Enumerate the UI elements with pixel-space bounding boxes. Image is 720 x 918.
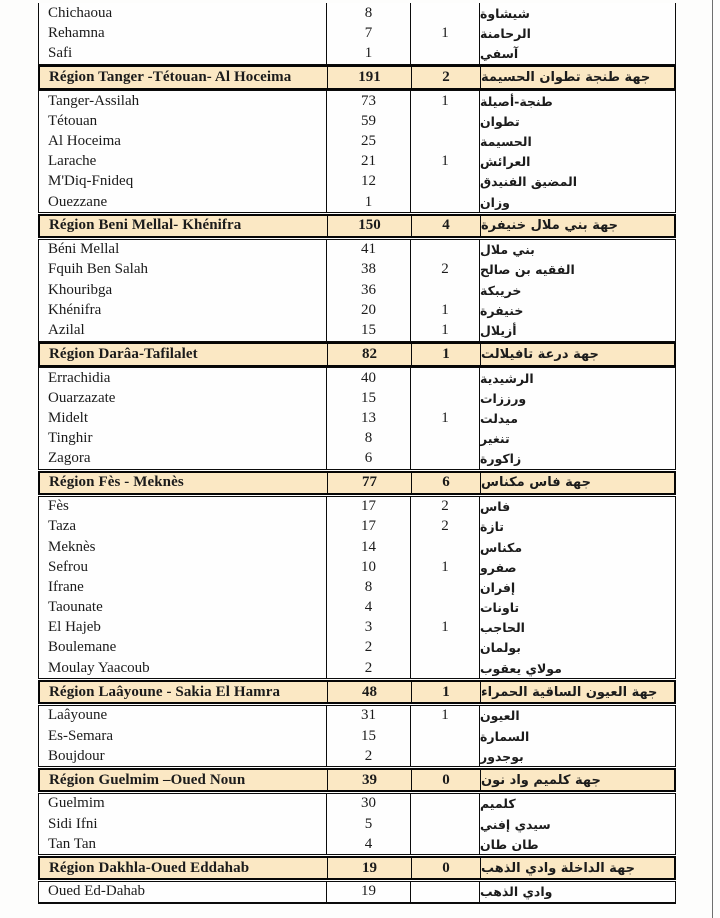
city-name-ar: بوجدور [480,748,524,764]
region-name-fr: Région Tanger -Tétouan- Al Hoceima [40,67,328,88]
city-name-ar: الرحامنة [480,25,531,41]
city-name-ar: مولاي يعقوب [480,660,562,676]
city-name-fr: Larache [39,152,327,172]
city-name-fr: Boujdour [39,746,327,766]
cases-count: 36 [327,280,411,300]
cases-count: 3 [327,618,411,638]
cases-count: 2 [327,658,411,678]
cases-count: 31 [327,706,411,726]
region-deaths-total: 6 [412,473,481,494]
city-name-fr: Béni Mellal [39,240,327,260]
cases-count: 6 [327,449,411,469]
city-name-fr: Oued Ed-Dahab [39,882,327,902]
region-cases-total: 82 [328,344,412,365]
city-name-ar: السمارة [480,728,530,744]
city-name-fr: Meknès [39,537,327,557]
region-header-row [38,65,676,90]
table-row [39,300,675,320]
table-row [39,658,675,678]
city-name-fr: Sefrou [39,557,327,577]
cases-count: 1 [327,192,411,212]
cases-count: 2 [327,746,411,766]
city-name-ar: الحاجب [480,620,525,636]
city-name-fr: Taounate [39,598,327,618]
city-name-ar: آسفي [480,45,519,61]
city-name-fr: Fès [39,497,327,517]
city-name-ar: فاس [480,499,511,515]
city-name-fr: M'Diq-Fnideq [39,172,327,192]
cases-count: 1 [327,43,411,63]
table-row [39,706,675,726]
table-row [39,260,675,280]
city-name-ar: شيشاوة [480,5,530,21]
region-name-fr: Région Guelmim –Oued Noun [40,770,328,791]
city-name-ar: تازة [480,519,504,535]
city-name-fr: Khouribga [39,280,327,300]
city-name-fr: Tétouan [39,111,327,131]
cases-count: 40 [327,368,411,388]
table-row [39,577,675,597]
city-name-fr: Laâyoune [39,706,327,726]
city-name-ar: إفران [480,579,516,595]
region-body-block [38,881,676,904]
cases-count: 7 [327,23,411,43]
region-deaths-total: 4 [412,216,481,237]
city-name-fr: Tanger-Assilah [39,91,327,111]
deaths-count: 2 [411,497,480,517]
city-name-ar: وادي الذهب [480,884,553,900]
city-name-fr: Zagora [39,449,327,469]
city-name-fr: Errachidia [39,368,327,388]
deaths-count [411,577,480,597]
cases-count: 14 [327,537,411,557]
cases-count: 13 [327,409,411,429]
city-name-ar: ورززات [480,390,527,406]
city-name-fr: Ouarzazate [39,388,327,408]
region-name-ar: جهة فاس مكناس [481,475,591,491]
table-row [39,497,675,517]
table-row [39,429,675,449]
table-row [39,91,675,111]
city-name-ar: المضيق الفنيدق [480,174,577,190]
city-name-ar: تطوان [480,113,520,129]
city-name-ar: تنغير [480,431,510,447]
city-name-ar: أزيلال [480,323,517,339]
deaths-count [411,882,480,902]
deaths-count: 1 [411,409,480,429]
deaths-count [411,794,480,814]
deaths-count [411,537,480,557]
region-cases-total: 48 [328,682,412,703]
region-name-fr: Région Fès - Meknès [40,473,328,494]
deaths-count [411,111,480,131]
cases-count: 19 [327,882,411,902]
region-header-row [38,471,676,496]
deaths-count [411,429,480,449]
table-row [39,517,675,537]
city-name-ar: الحسيمة [480,134,532,150]
city-name-ar: العرائش [480,154,531,170]
city-name-fr: Es-Semara [39,726,327,746]
cases-count: 8 [327,3,411,23]
region-body-block [38,793,676,856]
deaths-count [411,814,480,834]
city-name-fr: Sidi Ifni [39,814,327,834]
deaths-count [411,726,480,746]
table-row [39,746,675,766]
cases-count: 21 [327,152,411,172]
deaths-count [411,598,480,618]
region-name-fr: Région Laâyoune - Sakia El Hamra [40,682,328,703]
deaths-count: 1 [411,320,480,340]
city-name-ar: وزان [480,194,510,210]
cases-count: 20 [327,300,411,320]
city-name-fr: Al Hoceima [39,131,327,151]
city-name-ar: الفقيه بن صالح [480,262,575,278]
table-row [39,557,675,577]
region-deaths-total: 1 [412,344,481,365]
region-body-block [38,90,676,213]
city-name-fr: Tan Tan [39,834,327,854]
region-name-fr: Région Beni Mellal- Khénifra [40,216,328,237]
table-row [39,537,675,557]
deaths-count [411,240,480,260]
cases-count: 8 [327,429,411,449]
region-header-row [38,214,676,239]
city-name-ar: صفرو [480,559,517,575]
deaths-count: 1 [411,23,480,43]
cases-count: 25 [327,131,411,151]
cases-count: 59 [327,111,411,131]
table-row [39,172,675,192]
cases-count: 30 [327,794,411,814]
city-name-ar: كلميم [480,796,516,812]
region-cases-total: 19 [328,858,412,879]
region-name-ar: جهة طنجة تطوان الحسيمة [481,69,651,85]
region-stats-table [38,3,676,904]
page-edge-line [712,0,713,918]
deaths-count: 1 [411,91,480,111]
region-cases-total: 77 [328,473,412,494]
cases-count: 15 [327,388,411,408]
cases-count: 15 [327,726,411,746]
city-name-ar: سيدي إفني [480,816,551,832]
deaths-count [411,449,480,469]
region-cases-total: 191 [328,67,412,88]
deaths-count [411,368,480,388]
deaths-count: 1 [411,152,480,172]
deaths-count: 1 [411,557,480,577]
cases-count: 10 [327,557,411,577]
city-name-fr: El Hajeb [39,618,327,638]
deaths-count: 2 [411,517,480,537]
region-cases-total: 39 [328,770,412,791]
deaths-count: 1 [411,618,480,638]
region-name-ar: جهة العيون الساقية الحمراء [481,684,658,700]
cases-count: 2 [327,638,411,658]
city-name-fr: Ouezzane [39,192,327,212]
cases-count: 73 [327,91,411,111]
deaths-count [411,658,480,678]
deaths-count [411,3,480,23]
city-name-ar: بولمان [480,640,521,656]
table-row [39,882,675,902]
city-name-ar: زاكورة [480,451,522,467]
city-name-fr: Moulay Yaacoub [39,658,327,678]
region-name-ar: جهة درعة تافيلالت [481,346,599,362]
region-name-ar: جهة بني ملال خنيفرة [481,218,619,234]
region-cases-total: 150 [328,216,412,237]
table-row [39,409,675,429]
city-name-fr: Taza [39,517,327,537]
city-name-fr: Chichaoua [39,3,327,23]
table-row [39,834,675,854]
table-row [39,638,675,658]
table-row [39,240,675,260]
table-row [39,388,675,408]
table-row [39,131,675,151]
city-name-ar: مكناس [480,539,523,555]
cases-count: 17 [327,517,411,537]
city-name-fr: Azilal [39,320,327,340]
city-name-fr: Tinghir [39,429,327,449]
cases-count: 4 [327,598,411,618]
city-name-ar: طان طان [480,836,539,852]
region-name-fr: Région Dakhla-Oued Eddahab [40,858,328,879]
cases-count: 41 [327,240,411,260]
cases-count: 8 [327,577,411,597]
cases-count: 15 [327,320,411,340]
region-deaths-total: 2 [412,67,481,88]
region-body-block [38,496,676,680]
city-name-ar: خنيفرة [480,302,524,318]
city-name-fr: Safi [39,43,327,63]
city-name-fr: Guelmim [39,794,327,814]
table-row [39,368,675,388]
city-name-fr: Rehamna [39,23,327,43]
cases-count: 17 [327,497,411,517]
region-deaths-total: 1 [412,682,481,703]
table-row [39,320,675,340]
city-name-ar: الرشيدية [480,370,534,386]
cases-count: 5 [327,814,411,834]
region-body-block [38,705,676,768]
region-deaths-total: 0 [412,770,481,791]
table-row [39,152,675,172]
city-name-fr: Fquih Ben Salah [39,260,327,280]
region-header-row [38,680,676,705]
table-row [39,23,675,43]
region-name-fr: Région Darâa-Tafilalet [40,344,328,365]
city-name-ar: خريبكة [480,282,522,298]
city-name-ar: بني ملال [480,242,535,258]
table-row [39,814,675,834]
deaths-count: 1 [411,300,480,320]
city-name-ar: طنجة-أصيلة [480,93,553,109]
deaths-count [411,280,480,300]
table-row [39,3,675,23]
table-row [39,192,675,212]
region-body-block [38,3,676,65]
region-deaths-total: 0 [412,858,481,879]
cases-count: 4 [327,834,411,854]
region-name-ar: جهة كلميم واد نون [481,772,601,788]
table-row [39,43,675,63]
region-header-row [38,342,676,367]
city-name-fr: Midelt [39,409,327,429]
deaths-count: 1 [411,706,480,726]
deaths-count [411,388,480,408]
city-name-fr: Khénifra [39,300,327,320]
table-row [39,598,675,618]
deaths-count: 2 [411,260,480,280]
deaths-count [411,192,480,212]
cases-count: 12 [327,172,411,192]
table-row [39,111,675,131]
city-name-ar: العيون [480,708,520,724]
deaths-count [411,131,480,151]
cases-count: 38 [327,260,411,280]
city-name-ar: تاونات [480,600,520,616]
deaths-count [411,638,480,658]
table-row [39,280,675,300]
city-name-fr: Ifrane [39,577,327,597]
deaths-count [411,172,480,192]
region-body-block [38,367,676,470]
region-body-block [38,239,676,342]
region-name-ar: جهة الداخلة وادي الذهب [481,860,636,876]
table-row [39,726,675,746]
deaths-count [411,43,480,63]
city-name-ar: ميدلت [480,411,518,427]
table-row [39,794,675,814]
table-row [39,618,675,638]
deaths-count [411,834,480,854]
region-header-row [38,856,676,881]
table-row [39,449,675,469]
city-name-fr: Boulemane [39,638,327,658]
region-header-row [38,768,676,793]
deaths-count [411,746,480,766]
